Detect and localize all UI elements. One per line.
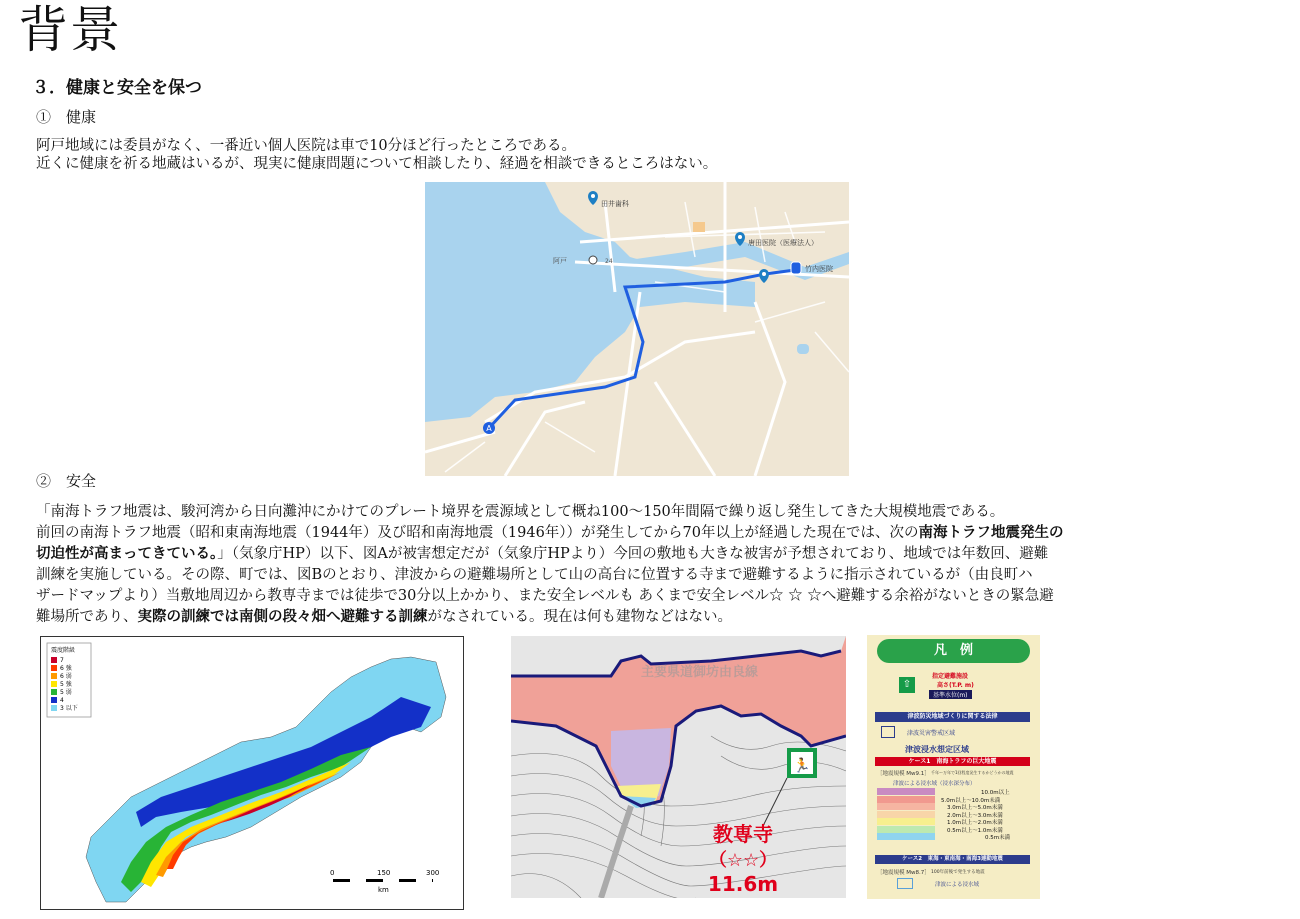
- safety-line-4: 訓練を実施している。その際、町では、図Bのとおり、津波からの避難場所として山の高台に位置する寺まで避難するように指示されているが（由良町ハ: [36, 567, 1033, 583]
- seismic-map-graphic: [41, 637, 463, 909]
- depth-swatch: [877, 826, 935, 833]
- legend-shelter-label: 指定避難施設: [932, 673, 969, 680]
- temple-height: 11.6m: [707, 872, 779, 896]
- depth-swatch: [877, 833, 935, 840]
- map-scale-bar: [330, 869, 439, 894]
- hazard-map-legend: [867, 635, 1040, 899]
- svg-text:🏃: 🏃: [793, 758, 811, 774]
- safety-line-3-emphasis: 切迫性が高まってきている。: [36, 545, 218, 562]
- safety-line-2-emphasis: 南海トラフ地震発生の: [918, 524, 1064, 541]
- pond: [797, 344, 809, 354]
- depth-row-2m: [877, 811, 1037, 819]
- safety-line-6-text-b: がなされている。現在は何も建物などはない。: [427, 609, 732, 625]
- safety-line-6: [36, 608, 732, 626]
- depth-label: 10.0m以上: [981, 790, 1010, 796]
- legend-depth-header: 津波による浸水域（浸水深分布）: [893, 781, 976, 787]
- legend-case2-header: ケース2 東海・東南海・南海3連動地震: [875, 855, 1030, 864]
- legend-swatch-4: [51, 697, 57, 703]
- legend-case2-note: 100年前後で発生する地震: [931, 870, 985, 875]
- depth-swatch: [877, 811, 935, 818]
- legend-label-5-weak: 5 弱: [60, 689, 72, 696]
- section-heading: ３．健康と安全を保つ: [32, 78, 202, 98]
- route-map-graphic: [425, 182, 849, 476]
- depth-swatch: [877, 788, 935, 795]
- safety-line-3: [36, 545, 1048, 563]
- destination-marker: [791, 262, 801, 274]
- legend-label-6-weak: 6 弱: [60, 673, 72, 680]
- legend-height-label: 高さ(T.P. m): [937, 682, 974, 689]
- safety-line-1: 「南海トラフ地震は、駿河湾から日向灘沖にかけてのプレート境界を震源域として概ね100～150年間隔で繰り返し発生してきた大規模地震である。: [36, 504, 1005, 520]
- depth-label: 5.0m以上～10.0m未満: [941, 797, 1001, 804]
- legend-case2-area: 津波による浸水域: [935, 882, 980, 888]
- legend-label-6-strong: 6 強: [60, 665, 72, 672]
- route-map: [425, 182, 849, 476]
- clinic-label-1: 田井歯科: [601, 200, 629, 208]
- route-start-label: A: [486, 424, 492, 433]
- legend-swatch-5-weak: [51, 689, 57, 695]
- depth-row-10m: [877, 788, 1037, 796]
- legend-case1-note: 千年～万年で1回程度発生するかどうかの地震: [931, 770, 1014, 775]
- page-title: 背景: [18, 1, 122, 59]
- temple-name: 教専寺: [713, 822, 773, 846]
- tsunami-road-label: 主要県道御坊由良線: [641, 665, 759, 680]
- safety-subheading: ② 安全: [36, 472, 97, 490]
- depth-label: 0.5m以上～1.0m未満: [947, 827, 1003, 834]
- clinic-pin-1[interactable]: [588, 191, 598, 205]
- road-label-ado: 阿戸: [553, 257, 567, 265]
- legend-label-3-or-less: 3 以下: [60, 705, 78, 712]
- depth-label: 1.0m以上～2.0m未満: [947, 820, 1003, 826]
- depth-label: 0.5m未満: [985, 835, 1011, 841]
- clinic-label-2: 唐田医院（医療法人）: [748, 239, 818, 247]
- safety-line-6-emphasis: 実際の訓練では南側の段々畑へ避難する訓練: [137, 608, 428, 625]
- legend-warning-zone: 津波災害警戒区域: [907, 730, 956, 737]
- tsunami-hazard-map: [511, 636, 846, 898]
- legend-law-header: 津波防災地域づくりに関する法律: [875, 712, 1030, 722]
- evacuation-shelter-icon: [787, 748, 817, 778]
- legend-swatch-6-weak: [51, 673, 57, 679]
- seismic-intensity-map: [40, 636, 464, 910]
- legend-swatch-3-or-less: [51, 705, 57, 711]
- depth-label: 2.0m以上～3.0m未満: [947, 812, 1003, 819]
- legend-label-5-strong: 5 強: [60, 681, 72, 688]
- legend-title: 凡 例: [877, 639, 1030, 663]
- depth-legend-list: [877, 788, 1037, 841]
- shelter-icon: ⇧: [899, 677, 915, 693]
- safety-line-6-text-a: 難場所であり、: [36, 609, 138, 625]
- legend-swatch-5-strong: [51, 681, 57, 687]
- tsunami-map-graphic: [511, 636, 846, 898]
- scale-tick-300: 300: [426, 869, 440, 877]
- legend-label-7: 7: [60, 657, 64, 664]
- intensity-legend-title: 震度階級: [51, 647, 76, 654]
- legend-label-4: 4: [60, 697, 64, 704]
- scale-unit: km: [378, 886, 389, 894]
- safety-line-3-text: 」（気象庁HP）以下、図Aが被害想定だが（気象庁HPより）今回の敷地も大きな被害が予想されており、地域では年数回、避難: [217, 546, 1049, 562]
- legend-case2-scale: ［地震規模 Mw8.7］: [877, 870, 930, 876]
- depth-swatch: [877, 803, 935, 810]
- depth-swatch: [877, 818, 935, 825]
- depth-row-under-05m: [877, 833, 1037, 841]
- health-line-1: 阿戸地域には委員がなく、一番近い個人医院は車で10分ほど行ったところである。: [36, 138, 577, 154]
- clinic-label-3: 竹内医院: [805, 265, 833, 273]
- legend-case1-header: ケース1 南海トラフの巨大地震: [875, 757, 1030, 766]
- safety-line-2: [36, 524, 1064, 542]
- legend-swatch-6-strong: [51, 665, 57, 671]
- depth-row-3m: [877, 803, 1037, 811]
- legend-case1-scale: ［地震規模 Mw9.1］: [877, 771, 930, 777]
- depth-row-05m: [877, 826, 1037, 834]
- depth-row-5m: [877, 796, 1037, 804]
- case2-area-icon: [897, 878, 913, 889]
- health-subheading: ① 健康: [36, 108, 97, 126]
- safety-line-2-text: 前回の南海トラフ地震（昭和東南海地震（1944年）及び昭和南海地震（1946年））が発生してから70年以上が経過した現在では、次の: [36, 525, 919, 541]
- temple-level: （☆☆）: [708, 850, 778, 871]
- scale-tick-150: 150: [377, 869, 391, 877]
- safety-line-5: ザードマップより）当敷地周辺から教専寺までは徒歩で30分以上かかり、また安全レベルも あくまで安全レベル☆ ☆ ☆へ避難する余裕がないときの緊急避: [36, 588, 1054, 604]
- legend-base-label: 基準水位(m): [929, 690, 972, 699]
- legend-inundation-header: 津波浸水想定区域: [905, 745, 969, 754]
- depth-label: 3.0m以上～5.0m未満: [947, 805, 1003, 811]
- depth-row-1m: [877, 818, 1037, 826]
- health-line-2: 近くに健康を祈る地蔵はいるが、現実に健康問題について相談したり、経過を相談できるところはない。: [36, 156, 718, 172]
- road-label-24: 24: [605, 258, 613, 265]
- depth-swatch: [877, 796, 935, 803]
- legend-swatch-7: [51, 657, 57, 663]
- scale-tick-0: 0: [330, 869, 335, 877]
- bay-water: [425, 182, 755, 422]
- warning-zone-icon: [881, 726, 895, 738]
- clinic-pin-3[interactable]: [759, 269, 769, 283]
